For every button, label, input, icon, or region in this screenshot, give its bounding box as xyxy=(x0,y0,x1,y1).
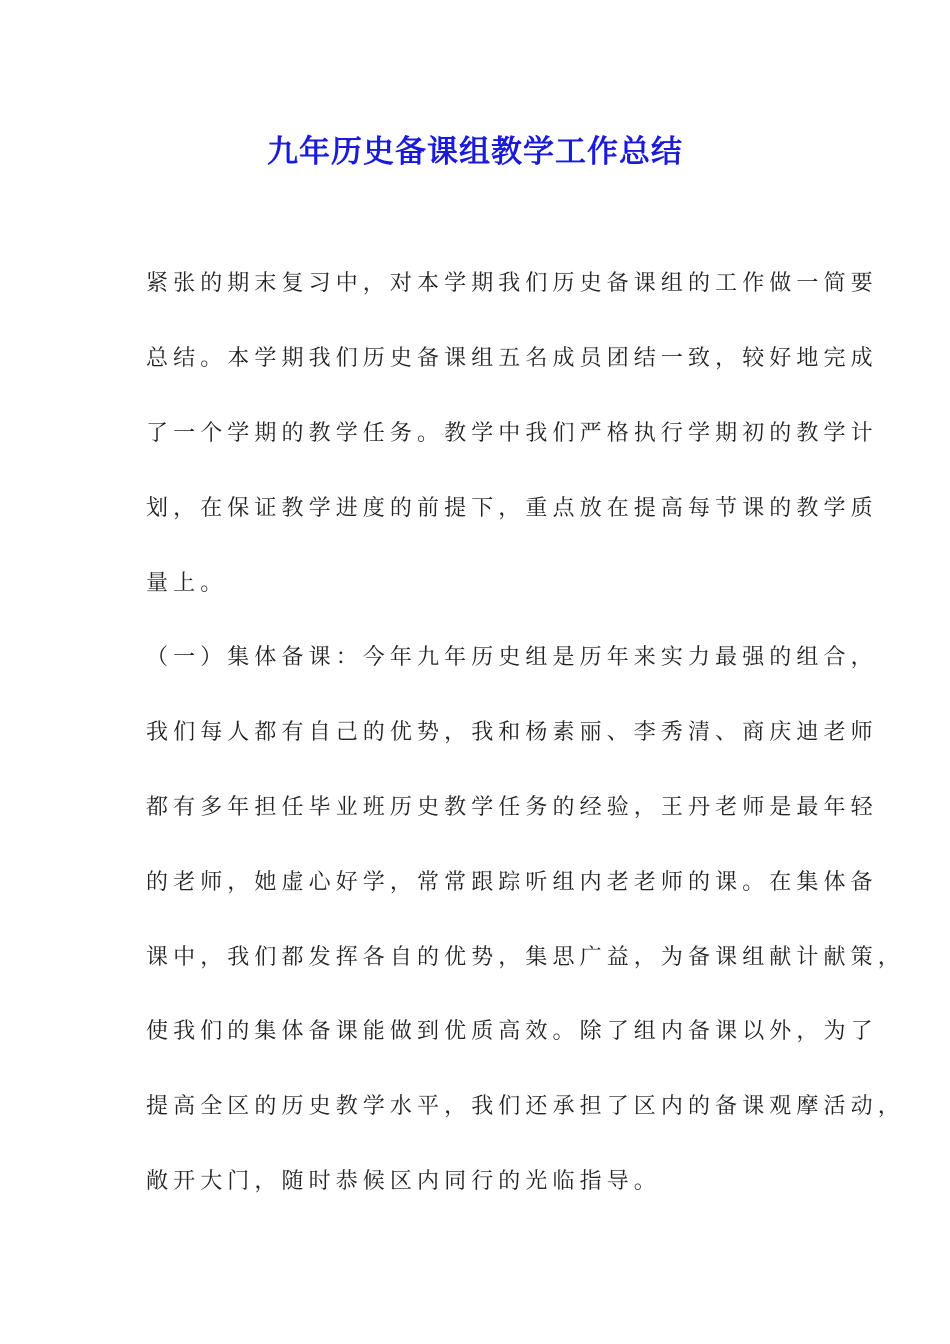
body-line: 都有多年担任毕业班历史教学任务的经验，王丹老师是最年轻 xyxy=(146,795,878,820)
body-line: 总结。本学期我们历史备课组五名成员团结一致，较好地完成 xyxy=(146,346,878,371)
body-line: 了一个学期的教学任务。教学中我们严格执行学期初的教学计 xyxy=(146,421,878,446)
body-line: 课中，我们都发挥各自的优势，集思广益，为备课组献计献策， xyxy=(146,945,905,970)
body-line: 划，在保证教学进度的前提下，重点放在提高每节课的教学质 xyxy=(146,496,878,521)
document-title: 九年历史备课组教学工作总结 xyxy=(267,134,683,170)
body-line: 提高全区的历史教学水平，我们还承担了区内的备课观摩活动， xyxy=(146,1094,905,1119)
body-line: 紧张的期末复习中，对本学期我们历史备课组的工作做一简要 xyxy=(146,271,878,296)
body-line: 我们每人都有自己的优势，我和杨素丽、李秀清、商庆迪老师 xyxy=(146,720,878,745)
body-line: 敞开大门，随时恭候区内同行的光临指导。 xyxy=(146,1169,661,1194)
body-line: 的老师，她虚心好学，常常跟踪听组内老老师的课。在集体备 xyxy=(146,870,878,895)
body-line: 使我们的集体备课能做到优质高效。除了组内备课以外，为了 xyxy=(146,1019,878,1044)
body-line: 量上。 xyxy=(146,571,228,596)
body-line: （一）集体备课：今年九年历史组是历年来实力最强的组合， xyxy=(146,645,878,670)
